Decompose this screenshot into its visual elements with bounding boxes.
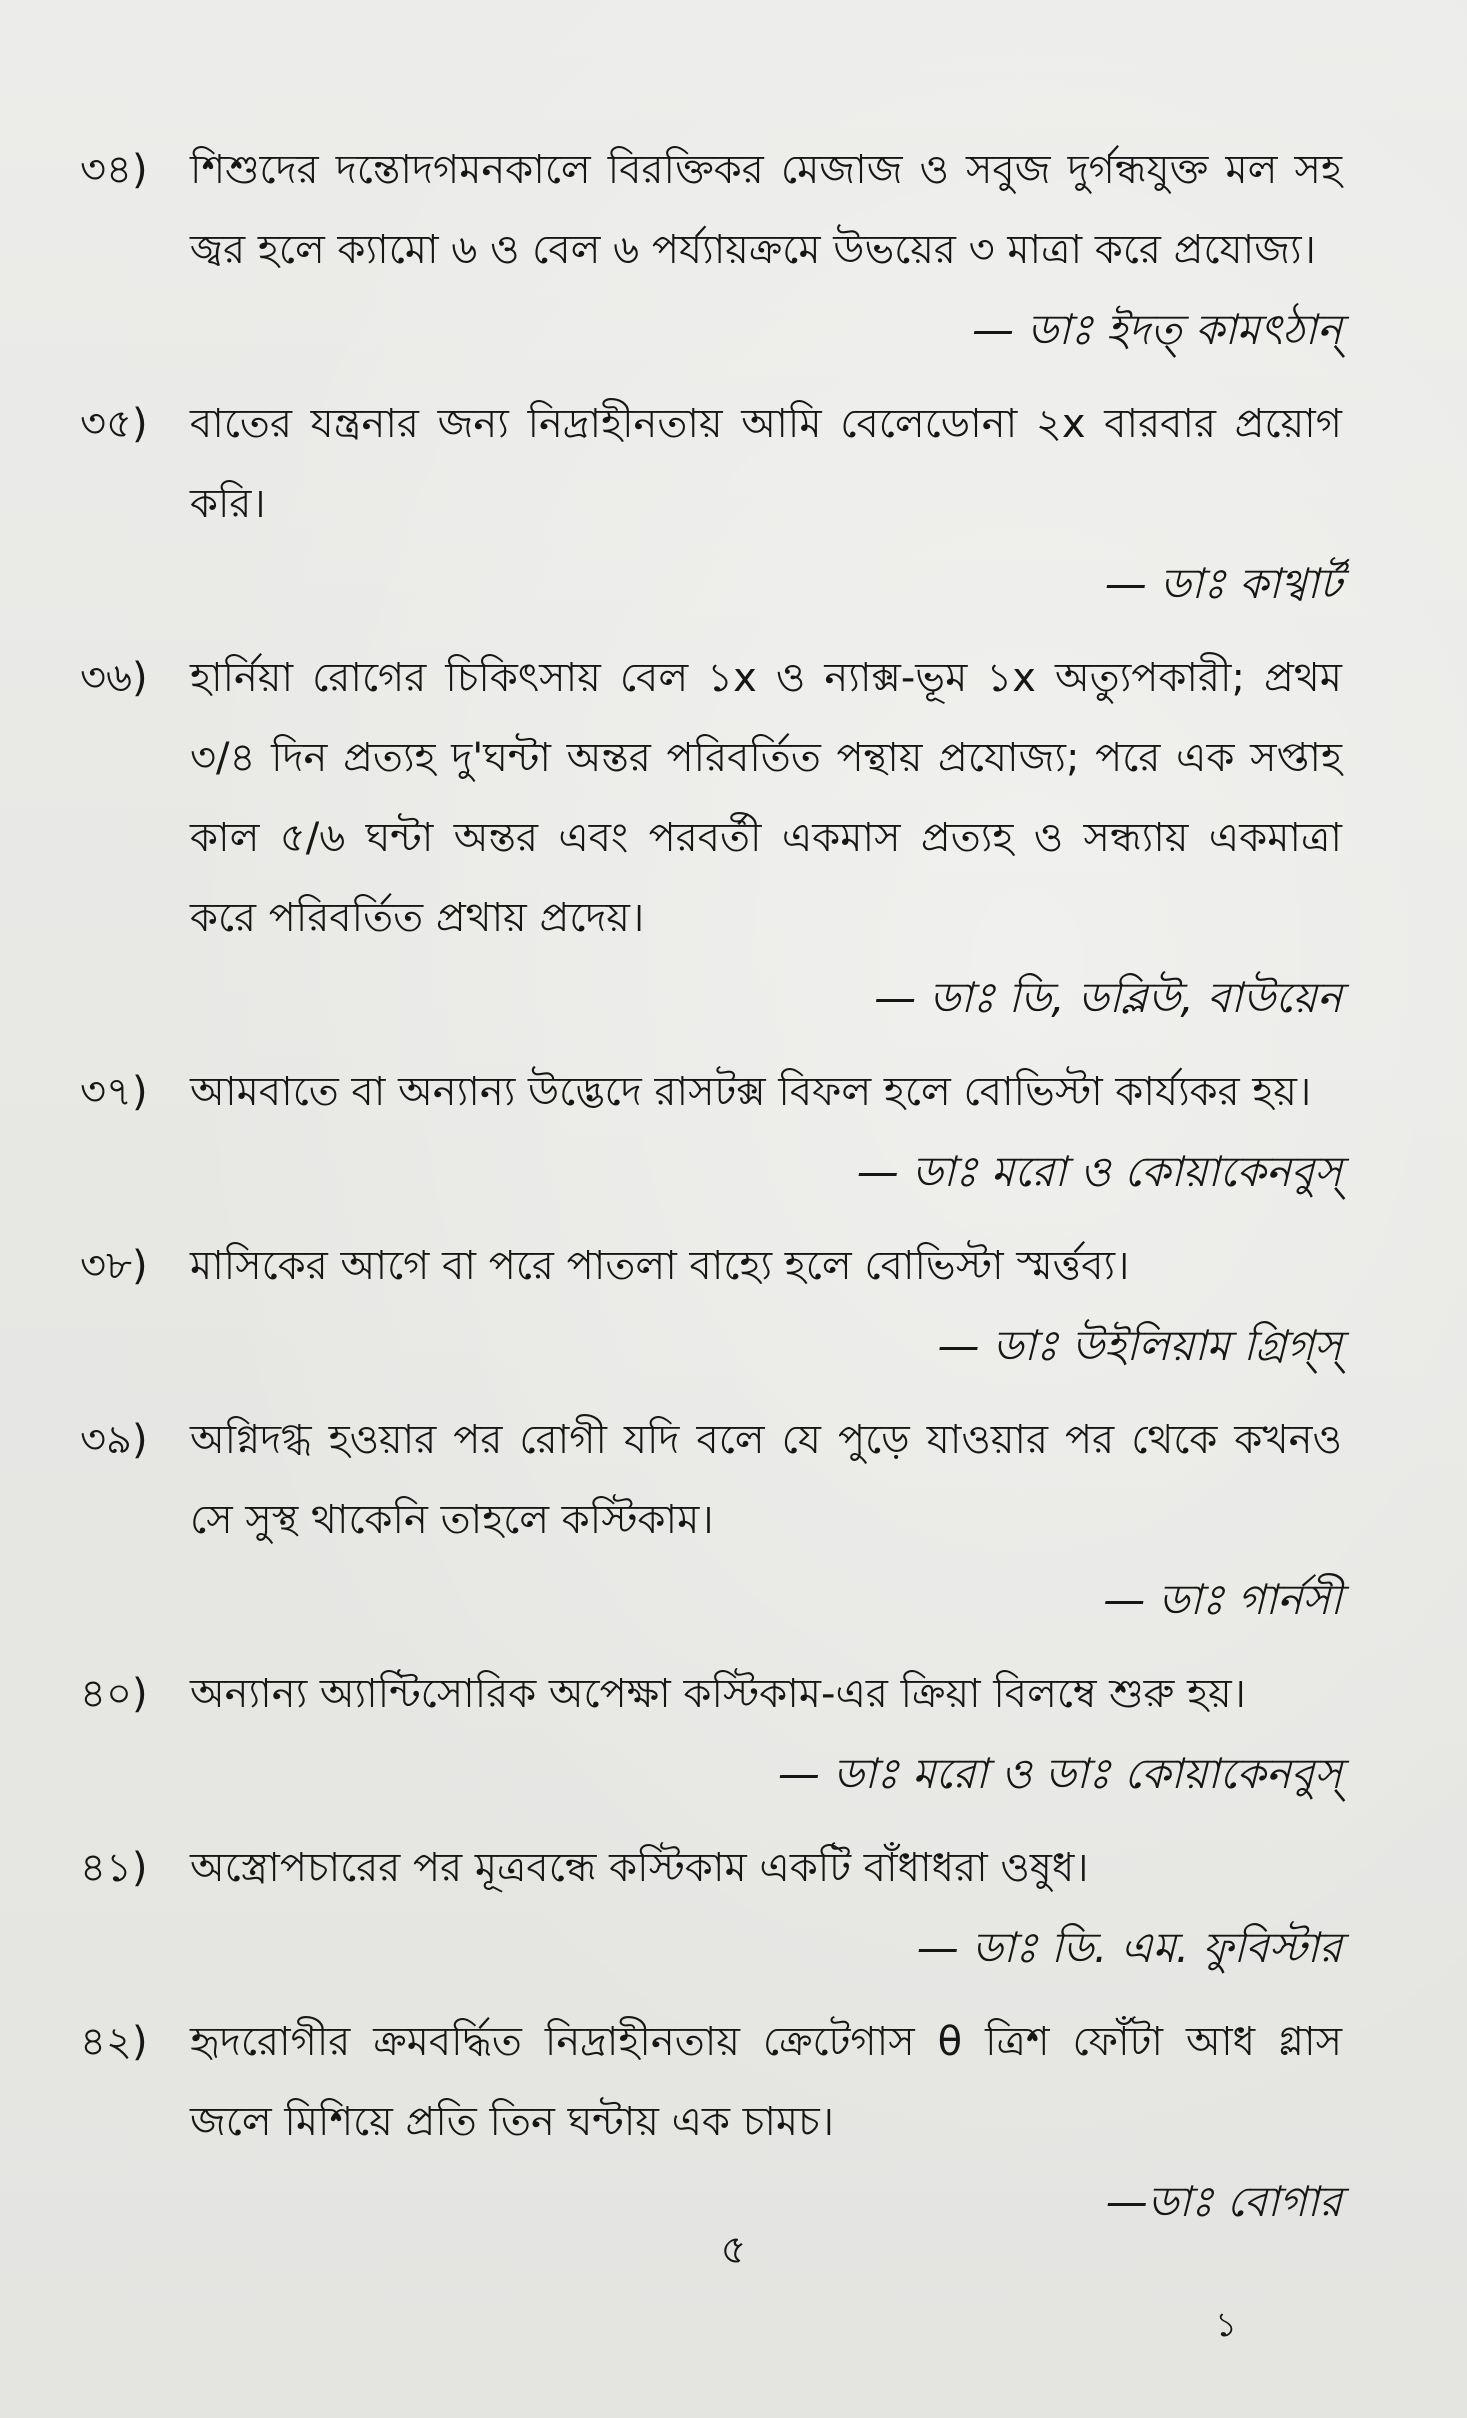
entry-row: [80, 1052, 1342, 1132]
entry-number: ৩৫): [80, 401, 148, 447]
entry-row: [80, 1654, 1342, 1734]
entry-34: [80, 130, 1342, 370]
entry-author: — ডাঃ ডি, ডব্লিউ, বাউয়েন: [874, 973, 1342, 1022]
entry-37: [80, 1052, 1342, 1212]
entry-number: ৩৭): [80, 1069, 148, 1115]
entry-author: — ডাঃ উইলিয়াম গ্রিগ্স্: [937, 1321, 1342, 1370]
entry-text: হৃদরোগীর ক্রমবর্দ্ধিত নিদ্রাহীনতায় ক্রেটেগাস θ ত্রিশ ফোঁটা আধ গ্লাস জলে মিশিয়ে প্রতি তিন ঘন্টায় এক চামচ।: [190, 2019, 1342, 2145]
entry-number: ৩৬): [80, 655, 148, 701]
entry-text: অন্যান্য অ্যান্টিসোরিক অপেক্ষা কস্টিকাম-এর ক্রিয়া বিলম্বে শুরু হয়।: [190, 1671, 1246, 1717]
entry-author: — ডাঃ কাথ্বার্ট: [1104, 559, 1342, 608]
quote-list: [80, 130, 1342, 2256]
entry-text: বাতের যন্ত্রনার জন্য নিদ্রাহীনতায় আমি বেলেডোনা ২x বারবার প্রয়োগ করি।: [190, 401, 1342, 527]
entry-number: ৪২): [80, 2019, 148, 2065]
page-number: ৫: [720, 2227, 747, 2273]
entry-text: আমবাতে বা অন্যান্য উদ্ভেদে রাসটক্স বিফল হলে বোভিস্টা কার্য্যকর হয়।: [190, 1069, 1312, 1115]
entry-row: [80, 1400, 1342, 1560]
entry-row: [80, 638, 1342, 958]
entry-row: [80, 384, 1342, 544]
entry-42: [80, 2002, 1342, 2242]
entry-author: — ডাঃ ইদত্ কামৎঠান্: [972, 305, 1342, 354]
entry-39: [80, 1400, 1342, 1640]
entry-number: ৪০): [80, 1671, 148, 1717]
corner-mark: ১: [1215, 2305, 1238, 2345]
entry-text: অস্ত্রোপচারের পর মূত্রবন্ধে কস্টিকাম একটি বাঁধাধরা ওষুধ।: [190, 1845, 1089, 1891]
entry-text: হার্নিয়া রোগের চিকিৎসায় বেল ১x ও ন্যাক্স-ভূম ১x অত্যুপকারী; প্রথম ৩/৪ দিন প্রত্যহ দু'ঘন্টা অন্তর পরিবর্তিত পন্থায় প্রযোজ্য; পরে এক সপ্তাহ কাল ৫/৬ ঘন্টা অন্তর এবং পরবর্তী একমাস প্রত্যহ ও সন্ধ্যায় একমাত্রা করে পরিবর্তিত প্রথায় প্রদেয়।: [190, 655, 1342, 941]
entry-number: ৩৮): [80, 1243, 148, 1289]
entry-41: [80, 1828, 1342, 1988]
entry-number: ৩৪): [80, 147, 148, 193]
entry-author: — ডাঃ গার্নসী: [1103, 1575, 1342, 1624]
entry-author: — ডাঃ মরো ও কোয়াকেনবুস্: [856, 1147, 1342, 1196]
entry-text: শিশুদের দন্তোদগমনকালে বিরক্তিকর মেজাজ ও সবুজ দুর্গন্ধযুক্ত মল সহ জ্বর হলে ক্যামো ৬ ও বেল ৬ পর্য্যায়ক্রমে উভয়ের ৩ মাত্রা করে প্রযোজ্য।: [190, 147, 1342, 273]
entry-author: — ডাঃ ডি. এম. ফুবিস্টার: [916, 1923, 1342, 1972]
entry-row: [80, 1226, 1342, 1306]
entry-35: [80, 384, 1342, 624]
entry-author: —ডাঃ বোগার: [1105, 2177, 1342, 2226]
entry-number: ৩৯): [80, 1417, 148, 1463]
entry-38: [80, 1226, 1342, 1386]
entry-number: ৪১): [80, 1845, 148, 1891]
entry-text: মাসিকের আগে বা পরে পাতলা বাহ্যে হলে বোভিস্টা স্মর্ত্তব্য।: [190, 1243, 1130, 1289]
entry-36: [80, 638, 1342, 1038]
entry-40: [80, 1654, 1342, 1814]
entry-author: — ডাঃ মরো ও ডাঃ কোয়াকেনবুস্: [777, 1749, 1342, 1798]
entry-row: [80, 1828, 1342, 1908]
entry-row: [80, 2002, 1342, 2162]
entry-text: অগ্নিদগ্ধ হওয়ার পর রোগী যদি বলে যে পুড়ে যাওয়ার পর থেকে কখনও সে সুস্থ থাকেনি তাহলে কস্টিকাম।: [190, 1417, 1342, 1543]
entry-row: [80, 130, 1342, 290]
